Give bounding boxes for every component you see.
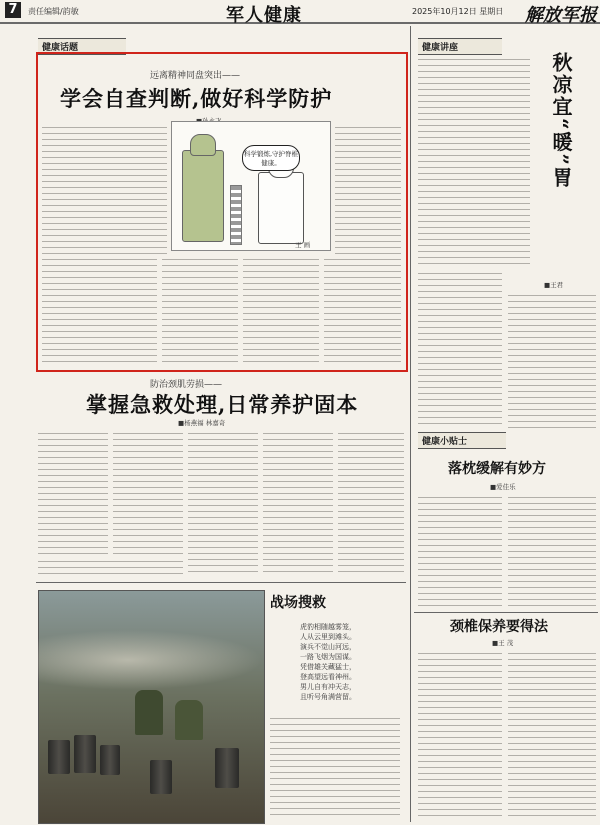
soldier-silhouette: [135, 690, 163, 735]
poem-line: 登高望远看神州。: [300, 673, 356, 681]
page-number: 7: [5, 2, 21, 18]
article-body-text: [162, 256, 238, 364]
article-body-text: [38, 430, 108, 555]
speech-bubble: 科学锻炼,守护脊椎健康。: [242, 145, 300, 171]
smoke-cloud: [38, 630, 263, 690]
oil-barrel: [48, 740, 70, 774]
illustration-credit: 王 画: [295, 241, 311, 249]
newspaper-masthead: 解放军报: [525, 5, 597, 26]
poem-block: [300, 622, 398, 702]
oil-barrel: [150, 760, 172, 794]
tip-headline: 落枕缓解有妙方: [448, 461, 546, 477]
column-divider: [410, 26, 411, 822]
poem-line: 一路飞烟为国谋。: [300, 653, 356, 661]
poem-annotation: [270, 715, 400, 820]
doctor-figure: [258, 172, 304, 244]
soldier-silhouette: [175, 700, 203, 740]
article-body-text: [38, 558, 183, 575]
article-body-text: [418, 494, 502, 609]
section-title: 军人健康: [226, 5, 302, 26]
sidebar-title: 秋凉宜“暖”胃: [549, 52, 573, 190]
article-kicker: 远离精神同盘突出——: [150, 71, 241, 81]
article-body-text: [42, 124, 167, 254]
editor-credit: 责任编辑/韵敏: [28, 7, 79, 16]
poem-line: 人从云里到滩头。: [300, 633, 356, 641]
oil-barrel: [215, 748, 239, 788]
oil-barrel: [100, 745, 120, 775]
column-label-health-lecture: 健康讲座: [418, 38, 502, 55]
article-body-text: [42, 256, 157, 364]
spine-icon: [230, 185, 242, 245]
article-body-text: [243, 256, 319, 364]
tip-byline: ■王 茂: [492, 639, 514, 647]
article-body-text: [335, 124, 401, 256]
article-body-text: [508, 292, 596, 428]
article-headline: 掌握急救处理,日常养护固本: [86, 392, 359, 417]
article-headline: 学会自查判断,做好科学防护: [60, 86, 333, 111]
tip-byline: ■爱佳乐: [490, 483, 516, 491]
photo-caption-title: 战场搜救: [270, 595, 326, 611]
article-body-text: [418, 270, 502, 428]
divider: [414, 612, 598, 613]
article-body-text: [188, 430, 258, 575]
divider: [36, 582, 406, 583]
article-body-text: [338, 430, 404, 575]
poem-line: 演兵不觉山河远，: [300, 643, 356, 651]
article-body-text: [263, 430, 333, 575]
poem-line: 且听号角满营留。: [300, 693, 356, 701]
article-body-text: [418, 650, 502, 820]
poem-line: 男儿自有冲天志，: [300, 683, 356, 691]
article-body-text: [508, 650, 596, 820]
article-body-text: [113, 430, 183, 555]
soldier-figure: [182, 150, 224, 242]
poem-line: 凭借雄关藏猛士，: [300, 663, 356, 671]
article-body-text: [508, 494, 596, 609]
poem-line: 虎豹相随越雾笼，: [300, 623, 356, 631]
column-label-health-tips: 健康小贴士: [418, 432, 506, 449]
oil-barrel: [74, 735, 96, 773]
column-label-health-topic: 健康话题: [38, 38, 126, 55]
article-body-text: [324, 256, 401, 364]
article-kicker: 防治颈肌劳损——: [150, 380, 223, 390]
article-byline: ■杨燕福 林嘉奇: [178, 419, 226, 427]
sidebar-byline: ■王君: [544, 281, 564, 289]
issue-date: 2025年10月12日 星期日: [412, 7, 504, 16]
tip-headline: 颈椎保养要得法: [450, 619, 548, 635]
soldier-head: [190, 134, 216, 156]
article-body-text: [418, 56, 530, 268]
